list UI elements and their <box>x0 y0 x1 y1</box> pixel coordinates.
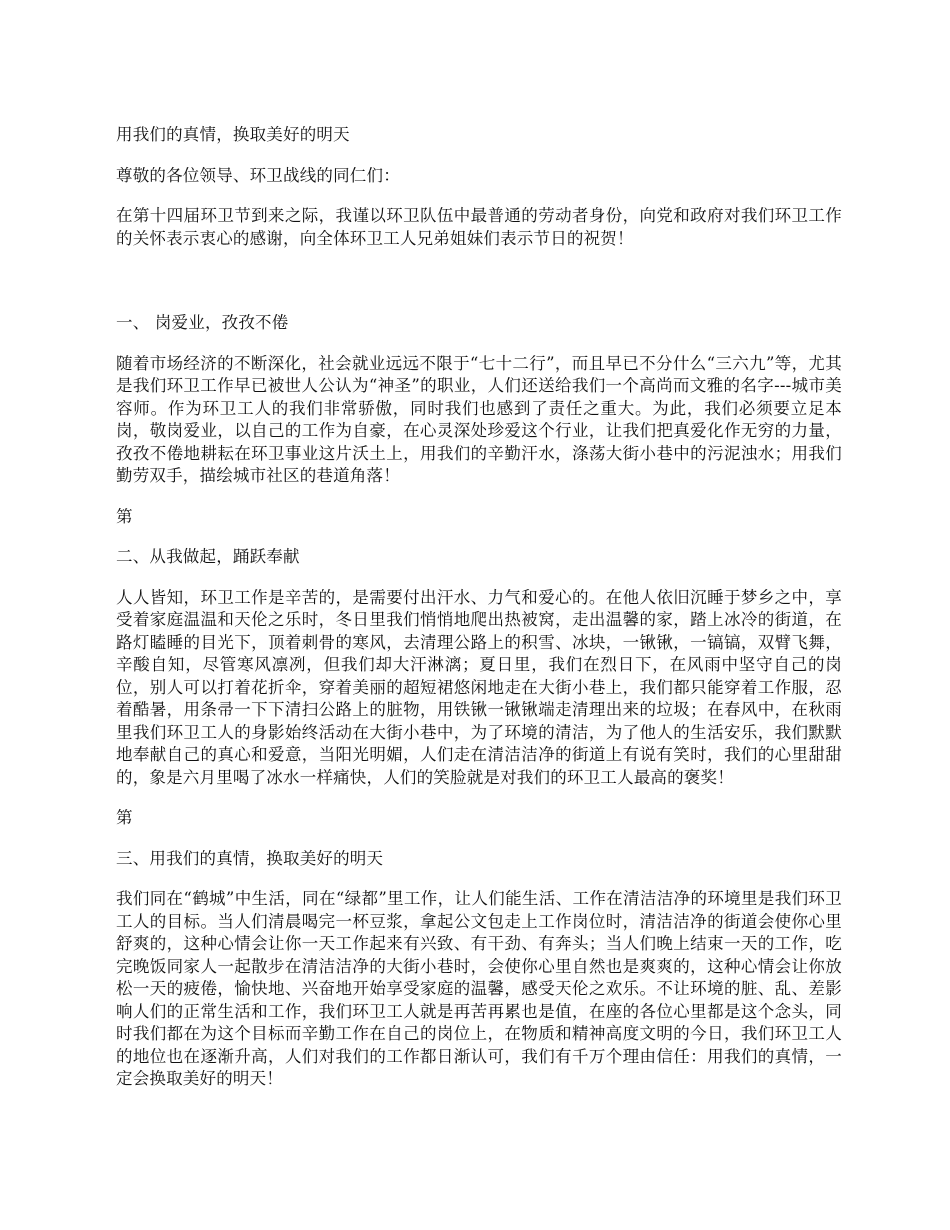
section-2-body: 人人皆知，环卫工作是辛苦的，是需要付出汗水、力气和爱心的。在他人依旧沉睡于梦乡之中，享受着家庭温温和天伦之乐时，冬日里我们悄悄地爬出热被窝，走出温馨的家，踏上冰冷的街道，在路灯瞌睡的目光下，顶着刺骨的寒风，去清理公路上的积雪、冰块，一锹锹，一镐镐，双臂飞舞，辛酸自知，尽管寒风凛冽，但我们却大汗淋漓；夏日里，我们在烈日下，在风雨中坚守自己的岗位，别人可以打着花折伞，穿着美丽的超短裙悠闲地走在大街小巷上，我们都只能穿着工作服，忍着酷暑，用条帚一下下清扫公路上的脏物，用铁锹一锹锹端走清理出来的垃圾；在春风中，在秋雨里我们环卫工人的身影始终活动在大街小巷中，为了环境的清洁，为了他人的生活安乐，我们默默地奉献自己的真心和爱意，当阳光明媚，人们走在清洁洁净的街道上有说有笑时，我们的心里甜甜的，象是六月里喝了冰水一样痛快，人们的笑脸就是对我们的环卫工人最高的褒奖！ <box>116 587 842 787</box>
section-1-marker: 第 <box>116 506 133 526</box>
document-title: 用我们的真情，换取美好的明天 <box>116 125 350 144</box>
section-1-heading: 一、 岗爱业，孜孜不倦 <box>116 313 289 332</box>
section-3-heading: 三、用我们的真情，换取美好的明天 <box>116 848 384 868</box>
section-2-marker: 第 <box>116 808 133 827</box>
intro-paragraph: 在第十四届环卫节到来之际，我谨以环卫队伍中最普通的劳动者身份，向党和政府对我们环卫工作的关怀表示衷心的感谢，向全体环卫工人兄弟姐妹们表示节日的祝贺！ <box>116 206 842 248</box>
section-3-body: 我们同在“鹤城”中生活，同在“绿都”里工作，让人们能生活、工作在清洁洁净的环境里是我们环卫工人的目标。当人们清晨喝完一杯豆浆，拿起公文包走上工作岗位时，清洁洁净的街道会使你心里舒爽的，这种心情会让你一天工作起来有兴致、有干劲、有奔头；当人们晚上结束一天的工作，吃完晚饭同家人一起散步在清洁洁净的大街小巷时，会使你心里自然也是爽爽的，这种心情会让你放松一天的疲倦，愉快地、兴奋地开始享受家庭的温馨，感受天伦之欢乐。不让环境的脏、乱、差影响人们的正常生活和工作，我们环卫工人就是再苦再累也是值，在座的各位心里都是这个念头，同时我们都在为这个目标而辛勤工作在自己的岗位上，在物质和精神高度文明的今日，我们环卫工人的地位也在逐渐升高，人们对我们的工作都日渐认可，我们有千万个理由信任：用我们的真情，一定会换取美好的明天！ <box>116 889 842 1088</box>
greeting: 尊敬的各位领导、环卫战线的同仁们： <box>116 165 400 185</box>
section-2-heading: 二、从我做起，踊跃奉献 <box>116 547 300 566</box>
section-1-body: 随着市场经济的不断深化，社会就业远远不限于“七十二行”，而且早已不分什么“三六九”等，尤其是我们环卫工作早已被世人公认为“神圣”的职业，人们还送给我们一个高尚而文雅的名字---城市美容师。作为环卫工人的我们非常骄傲，同时我们也感到了责任之重大。为此，我们必须要立足本岗，敬岗爱业，以自己的工作为自豪，在心灵深处珍爱这个行业，让我们把真爱化作无穷的力量，孜孜不倦地耕耘在环卫事业这片沃土上，用我们的辛勤汗水，涤荡大街小巷中的污泥浊水；用我们勤劳双手，描绘城市社区的巷道角落！ <box>116 353 842 485</box>
